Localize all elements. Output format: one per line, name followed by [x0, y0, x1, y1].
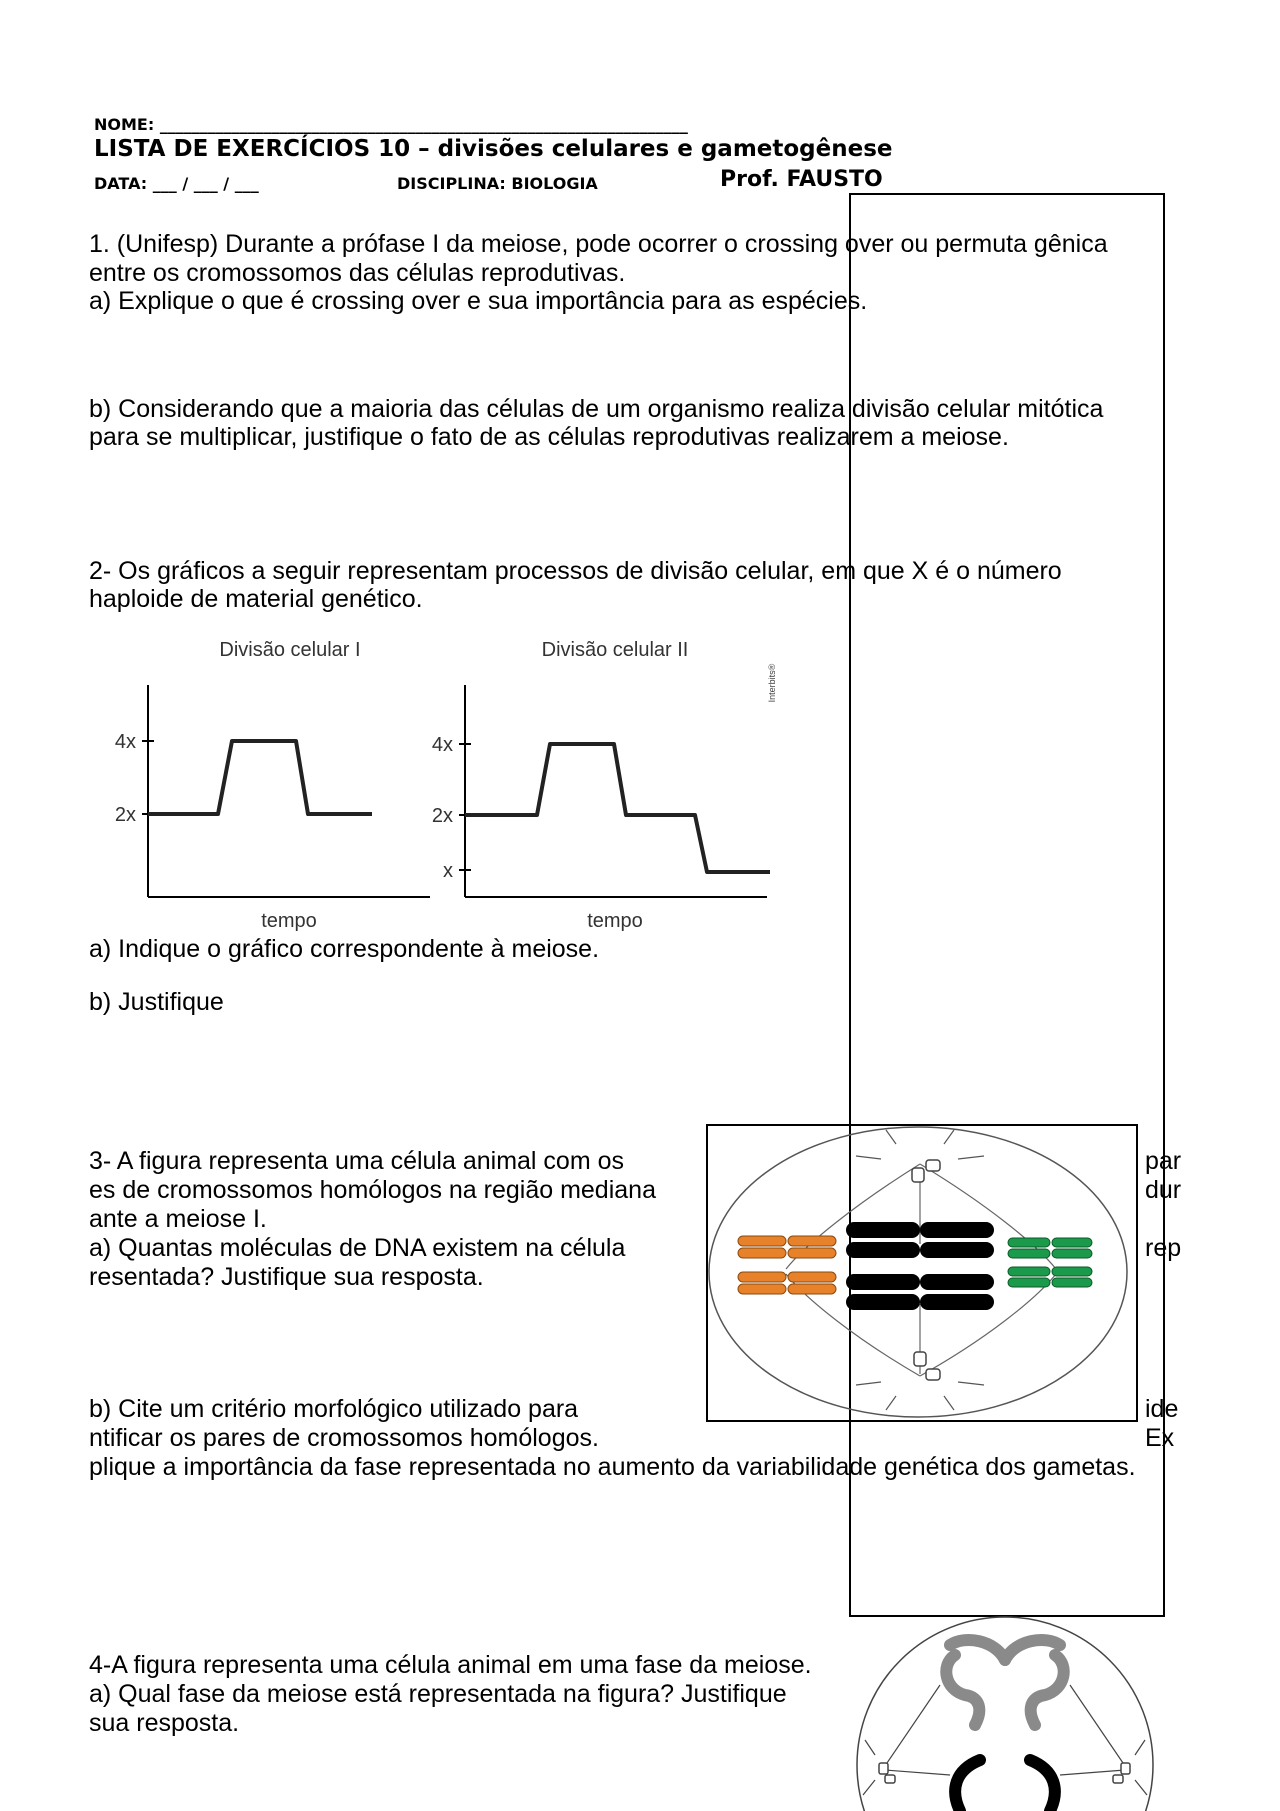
name-line[interactable]: NOME: __________________________________________________________________	[94, 115, 688, 134]
q1-item-b-line-2: para se multiplicar, justifique o fato de as células reprodutivas realizarem a meiose.	[89, 423, 1009, 451]
chart-2-line	[465, 744, 770, 872]
q3-line-7-end: Ex	[1145, 1424, 1175, 1452]
q3-line-2-end: dur	[1145, 1176, 1182, 1204]
q3-line-3: ante a meiose I.	[89, 1205, 267, 1233]
division-charts	[100, 625, 800, 935]
q3-line-7: ntificar os pares de cromossomos homólogos.	[89, 1424, 599, 1452]
page-title: LISTA DE EXERCÍCIOS 10 – divisões celulares e gametogênese	[94, 136, 893, 162]
chart-1-title: Divisão celular I	[219, 639, 361, 661]
q3-line-1: 3- A figura representa uma célula animal com os	[89, 1147, 624, 1175]
chart-2-title: Divisão celular II	[541, 639, 689, 661]
q1-item-b-line-1: b) Considerando que a maioria das células de um organismo realiza divisão celular mitótica	[89, 395, 1104, 423]
q2-item-a: a) Indique o gráfico correspondente à meiose.	[89, 935, 600, 963]
chart-1-line	[148, 741, 372, 814]
q2-line-1: 2- Os gráficos a seguir representam processos de divisão celular, em que X é o número	[89, 557, 1062, 585]
chart-2-ytick-4x: 4x	[431, 734, 453, 756]
chart-1-ytick-4x: 4x	[114, 731, 136, 753]
chart-2-ytick-2x: 2x	[431, 805, 453, 827]
q3-line-8: plique a importância da fase representada no aumento da variabilidade genética dos gametas.	[89, 1453, 1136, 1481]
q4-line-1: 4-A figura representa uma célula animal em uma fase da meiose.	[89, 1651, 812, 1679]
q3-line-4: a) Quantas moléculas de DNA existem na célula	[89, 1234, 626, 1262]
q2-line-2: haploide de material genético.	[89, 585, 423, 613]
chart-1-axes	[142, 685, 430, 897]
chart-1-xlabel: tempo	[261, 910, 317, 932]
image-credit: Interbits®	[767, 663, 777, 703]
chart-2-ytick-x: x	[443, 860, 453, 882]
q3-line-5: resentada? Justifique sua resposta.	[89, 1263, 484, 1291]
q4-line-2: a) Qual fase da meiose está representada na figura? Justifique	[89, 1680, 787, 1708]
q3-line-2: es de cromossomos homólogos na região mediana	[89, 1176, 656, 1204]
q3-line-1-end: par	[1145, 1147, 1182, 1175]
q1-line-2: entre os cromossomos das células reprodutivas.	[89, 259, 626, 287]
cell-outline	[857, 1617, 1153, 1811]
meiosis-cell-figure	[845, 1615, 1165, 1811]
q1-item-a: a) Explique o que é crossing over e sua importância para as espécies.	[89, 287, 868, 315]
teacher-name: Prof. FAUSTO	[720, 167, 883, 192]
subject-label: DISCIPLINA: BIOLOGIA	[397, 174, 598, 193]
q3-line-4-end: rep	[1145, 1234, 1182, 1262]
chart-2-axes	[459, 685, 767, 897]
chart-1-ytick-2x: 2x	[114, 804, 136, 826]
date-line[interactable]: DATA: ___ / ___ / ___	[94, 174, 259, 193]
q2-item-b: b) Justifique	[89, 988, 224, 1016]
q3-line-6: b) Cite um critério morfológico utilizado para	[89, 1395, 579, 1423]
q4-line-3: sua resposta.	[89, 1709, 240, 1737]
metaphase-cell-figure	[706, 1124, 1138, 1422]
q3-line-6-end: ide	[1145, 1395, 1179, 1423]
q1-line-1: 1. (Unifesp) Durante a prófase I da meiose, pode ocorrer o crossing over ou permuta gênica	[89, 230, 1108, 258]
chart-2-xlabel: tempo	[587, 910, 643, 932]
